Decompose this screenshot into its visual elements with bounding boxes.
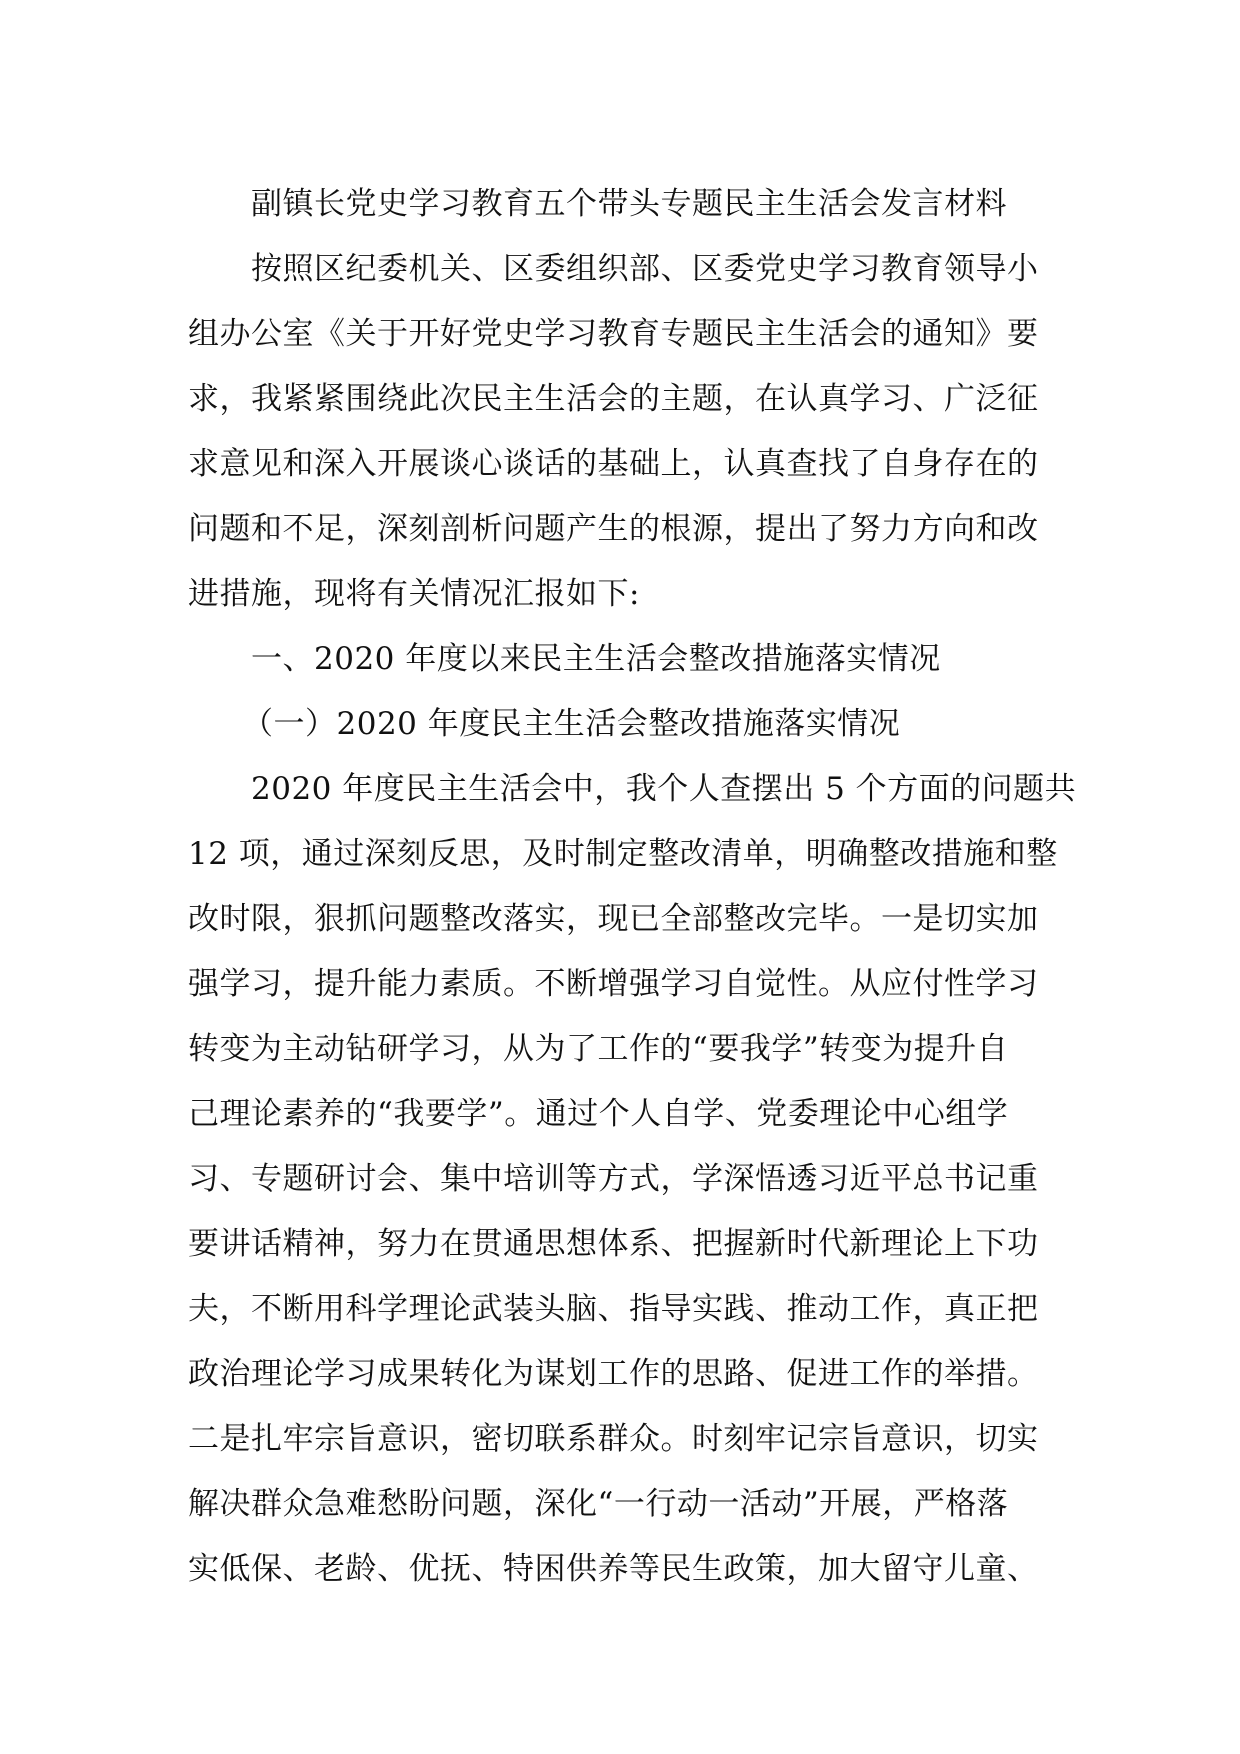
document-content <box>188 172 1077 1602</box>
paragraph-line: 己理论素养的“我要学”。通过个人自学、党委理论中心组学 <box>188 1096 1009 1132</box>
subsection-heading: （一）2020 年度民主生活会整改措施落实情况 <box>242 706 901 742</box>
paragraph-line: 习、专题研讨会、集中培训等方式，学深悟透习近平总书记重 <box>188 1161 1039 1197</box>
paragraph-line: 12 项，通过深刻反思，及时制定整改清单，明确整改措施和整 <box>188 836 1058 872</box>
section-heading: 一、2020 年度以来民主生活会整改措施落实情况 <box>251 641 941 677</box>
paragraph-line: 组办公室《关于开好党史学习教育专题民主生活会的通知》要 <box>188 316 1039 352</box>
paragraph-line: 二是扎牢宗旨意识，密切联系群众。时刻牢记宗旨意识，切实 <box>188 1421 1039 1457</box>
paragraph-line: 转变为主动钻研学习，从为了工作的“要我学”转变为提升自 <box>188 1031 1009 1067</box>
paragraph-line: 实低保、老龄、优抚、特困供养等民生政策，加大留守儿童、 <box>188 1551 1039 1587</box>
paragraph-line: 问题和不足，深刻剖析问题产生的根源，提出了努力方向和改 <box>188 511 1039 547</box>
paragraph-line: 2020 年度民主生活会中，我个人查摆出 5 个方面的问题共 <box>251 771 1077 807</box>
paragraph-line: 要讲话精神，努力在贯通思想体系、把握新时代新理论上下功 <box>188 1226 1039 1262</box>
paragraph-line: 按照区纪委机关、区委组织部、区委党史学习教育领导小 <box>251 251 1039 287</box>
paragraph-line: 夫，不断用科学理论武装头脑、指导实践、推动工作，真正把 <box>188 1291 1039 1327</box>
paragraph-line: 政治理论学习成果转化为谋划工作的思路、促进工作的举措。 <box>188 1356 1039 1392</box>
paragraph-line: 求意见和深入开展谈心谈话的基础上，认真查找了自身存在的 <box>188 446 1039 482</box>
paragraph-line: 强学习，提升能力素质。不断增强学习自觉性。从应付性学习 <box>188 966 1039 1002</box>
document-title: 副镇长党史学习教育五个带头专题民主生活会发言材料 <box>251 186 1007 222</box>
paragraph-line: 改时限，狠抓问题整改落实，现已全部整改完毕。一是切实加 <box>188 901 1039 937</box>
paragraph-line: 解决群众急难愁盼问题，深化“一行动一活动”开展，严格落 <box>188 1486 1009 1522</box>
paragraph-line: 求，我紧紧围绕此次民主生活会的主题，在认真学习、广泛征 <box>188 381 1039 417</box>
paragraph-line: 进措施，现将有关情况汇报如下: <box>188 576 640 612</box>
